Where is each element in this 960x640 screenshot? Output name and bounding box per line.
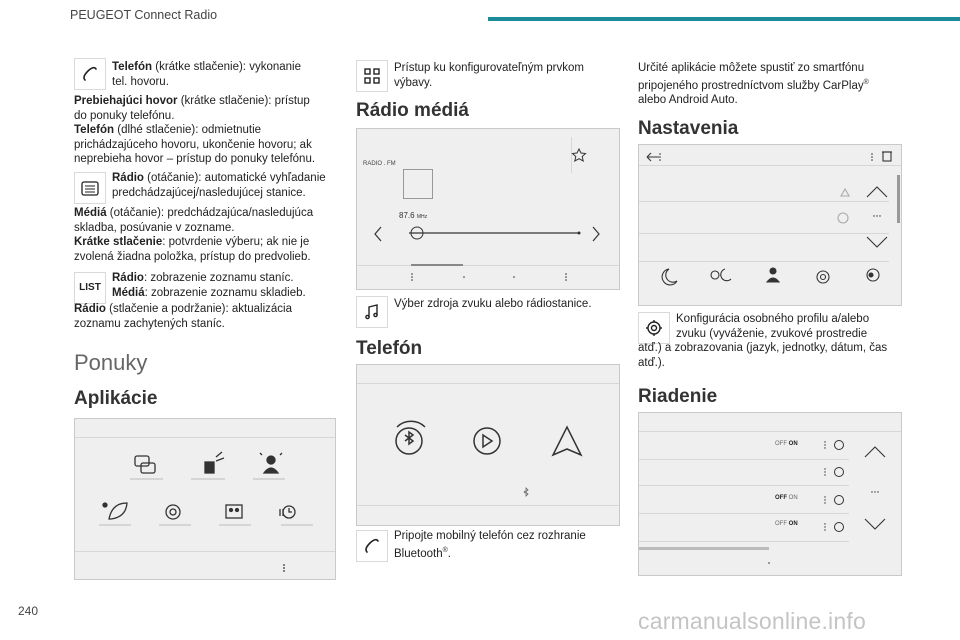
telephone-screen	[356, 364, 620, 526]
riadenie-heading: Riadenie	[638, 386, 718, 407]
info-icon	[838, 213, 848, 223]
settings-screen	[638, 144, 902, 306]
radio-media-heading: Rádio médiá	[356, 100, 469, 121]
eco-icon	[103, 503, 127, 519]
previous-arrow-icon	[375, 227, 381, 241]
watermark: carmanualsonline.info	[638, 608, 866, 634]
warning-icon	[841, 189, 849, 196]
scroll-up-icon	[867, 187, 887, 197]
row-more-icons	[768, 441, 879, 564]
settings-gear-icon	[166, 505, 180, 519]
scroll-down-icon	[867, 237, 887, 247]
pristup-text: Prístup ku konfigurovateľným prvkom výbavy.	[394, 62, 584, 89]
pripojte-text: Pripojte mobilný telefón cez rozhranie Bluetooth®.	[394, 530, 586, 560]
contacts-card-icon	[226, 505, 242, 518]
back-arrow-icon	[647, 153, 659, 161]
phone-icon	[74, 58, 106, 90]
telefon-heading: Telefón	[356, 338, 423, 359]
nastavenia-heading: Nastavenia	[638, 118, 739, 139]
scroll-down-icon-2	[865, 519, 885, 529]
favorite-star-icon	[573, 149, 586, 161]
konfig-text-cont: atď.) a zobrazovania (jazyk, jednotky, dátum, čas atď.).	[638, 342, 888, 369]
more-options-icon	[283, 564, 285, 572]
next-arrow-icon	[593, 227, 599, 241]
scroll-up-icon-2	[865, 447, 885, 457]
konfig-text: Konfigurácia osobného profilu a/alebo zvuku (vyváženie, zvukové prostredie	[676, 313, 870, 340]
phone-icon-2	[356, 530, 388, 562]
settings-cog-icon	[638, 312, 670, 344]
apps-grid-icon	[356, 60, 388, 92]
toggle-1[interactable]: OFF ON	[775, 441, 798, 447]
ventilation-clock-icon	[280, 506, 295, 518]
night-mode-icon	[662, 269, 677, 285]
android-auto-icon	[553, 427, 581, 455]
driving-screen	[638, 412, 902, 576]
settings-gear-icon-2	[817, 271, 829, 283]
screen-bottom-icons	[411, 273, 567, 281]
applications-screen	[74, 418, 336, 580]
list-text: Rádio: zobrazenie zoznamu staníc. Médiá: zobrazenie zoznamu skladieb.	[112, 272, 306, 299]
tuning-slider	[409, 227, 581, 239]
connected-app-icon	[205, 452, 224, 473]
aplikacie-heading: Aplikácie	[74, 388, 158, 409]
urcite-text: Určité aplikácie môžete spustiť zo smartfónu pripojeného prostredníctvom služby CarPlay® alebo Android Auto.	[638, 62, 869, 106]
toggle-4[interactable]: OFF ON	[775, 521, 798, 527]
radio-band-label: RADIO . FM	[363, 161, 396, 167]
profile-icon	[767, 268, 779, 282]
settings-more-icons	[659, 153, 881, 217]
radio-screen	[356, 128, 620, 290]
media-rot-text: Médiá (otáčanie): predchádzajúca/nasledujúca skladba, posúvanie v zozname. Krátke stlačenie: potvrdenie výberu; ak nie je zvolená žiadna položka, prístup do predvolieb.	[74, 207, 314, 263]
header-accent-bar	[488, 17, 960, 21]
info-settings-icon	[867, 269, 879, 281]
list-icon: LIST	[74, 272, 106, 304]
toggle-3[interactable]: OFF ON	[775, 495, 798, 501]
page-number: 240	[18, 604, 39, 618]
music-note-icon	[356, 296, 388, 328]
delete-icon	[882, 152, 892, 161]
radio-hold-text: Rádio (stlačenie a podržanie): aktualizácia zoznamu zachytených staníc.	[74, 303, 292, 330]
bluetooth-status-icon	[524, 488, 528, 496]
telefon-short-text: Telefón (krátke stlačenie): vykonanie tel. hovoru.	[112, 61, 301, 88]
ponuky-heading: Ponuky	[74, 350, 148, 375]
radio-rot-text: Rádio (otáčanie): automatické vyhľadanie predchádzajúcej/nasledujúcej stanice.	[112, 172, 326, 199]
message-icon	[135, 456, 155, 473]
header-title: PEUGEOT Connect Radio	[70, 8, 218, 22]
carplay-icon	[474, 428, 500, 454]
bluetooth-icon	[396, 421, 425, 454]
radio-dial-icon	[74, 172, 106, 204]
row-info-icons	[835, 441, 844, 532]
prebieha-text: Prebiehajúci hovor (krátke stlačenie): prístup do ponuky telefónu. Telefón (dlhé stlačenie): odmietnutie prichádzajúceho hovoru, ukončenie hovoru; ak neprebieha hovor – prístup do ponuky telefónu.	[74, 95, 316, 165]
user-icon	[260, 453, 282, 473]
day-night-icon	[711, 269, 731, 281]
vyber-text: Výber zdroja zvuku alebo rádiostanice.	[394, 298, 592, 310]
frequency-readout: 87.6 MHz	[399, 211, 428, 220]
